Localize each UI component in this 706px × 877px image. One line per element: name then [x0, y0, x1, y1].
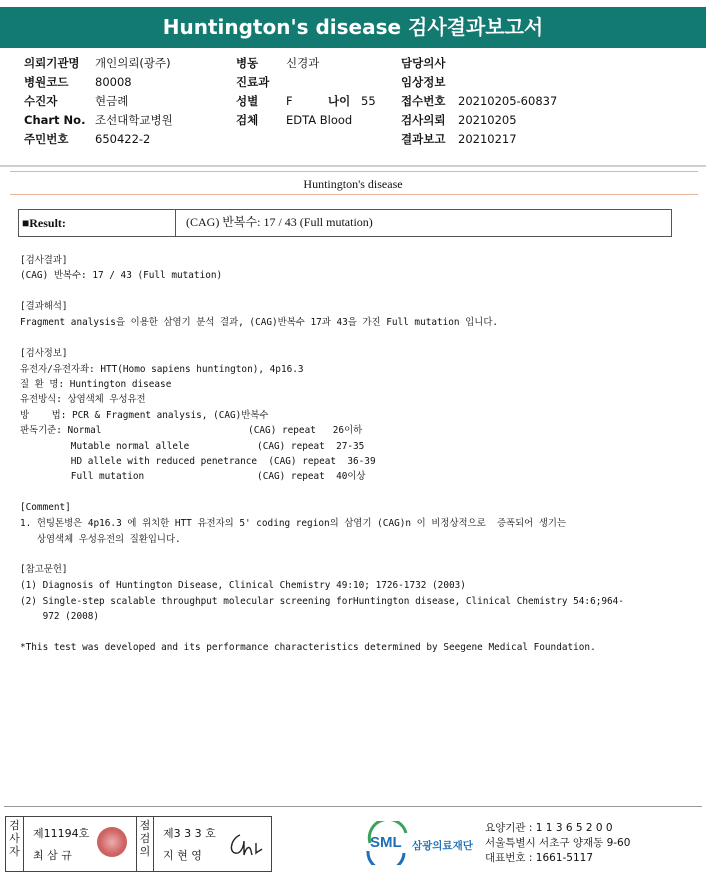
section-rule-bottom	[10, 194, 698, 195]
signature-box	[5, 816, 272, 872]
result-label: ■Result:	[19, 210, 176, 236]
result-value: (CAG) 반복수: 17 / 43 (Full mutation)	[186, 215, 373, 229]
org-name: 삼광의료재단	[412, 840, 473, 852]
seal-stamp-icon	[97, 827, 127, 857]
info-row	[401, 73, 557, 92]
info-row	[24, 73, 173, 92]
info-row	[401, 111, 557, 130]
info-value: 20210205-60837	[458, 94, 558, 108]
report-line: 972 (2008)	[20, 611, 100, 622]
report-line: (2) Single-step scalable throughput molecular screening forHuntington disease, Clinical Chemistry 54:6;964-	[20, 596, 624, 607]
info-value: 650422-2	[95, 132, 151, 146]
info-row	[236, 92, 376, 111]
report-line: 판독기준: Normal (CAG) repeat 26이하	[20, 425, 363, 436]
report-line: [검사결과]	[20, 255, 68, 266]
report-line: [Comment]	[20, 502, 71, 513]
report-line: [검사정보]	[20, 348, 68, 359]
report-line: HD allele with reduced penetrance (CAG) repeat 36-39	[20, 456, 376, 467]
report-line: Mutable normal allele (CAG) repeat 27-35	[20, 441, 365, 452]
org-address: 서울특별시 서초구 양재동 9-60	[485, 837, 631, 849]
header-divider	[0, 165, 706, 167]
org-info	[485, 821, 630, 866]
info-value: 신경과	[286, 56, 320, 70]
info-row	[24, 130, 173, 149]
report-line: (CAG) 반복수: 17 / 43 (Full mutation)	[20, 270, 223, 281]
report-line: Full mutation (CAG) repeat 40이상	[20, 471, 366, 482]
info-row	[401, 54, 557, 73]
patient-info-col3	[401, 54, 557, 149]
inspector-label: 검사자	[6, 817, 24, 871]
info-label: 의뢰기관명	[24, 56, 80, 70]
approver-label: 점검의	[136, 817, 154, 871]
org-phone: 대표번호 : 1661-5117	[485, 852, 594, 864]
info-row	[401, 92, 557, 111]
report-line: 1. 헌팅톤병은 4p16.3 에 위치한 HTT 유전자의 5' coding region의 삼염기 (CAG)n 이 비정상적으로 증폭되어 생기는	[20, 518, 567, 529]
info-label: 수진자	[24, 94, 58, 108]
signature-icon	[226, 829, 266, 861]
report-line: Fragment analysis을 이용한 삼염기 분석 결과, (CAG)반복수 17과 43을 가진 Full mutation 입니다.	[20, 317, 499, 328]
org-code: 요양기관 : 1 1 3 6 5 2 0 0	[485, 822, 613, 834]
info-label: 접수번호	[401, 94, 446, 108]
section-title: Huntington's disease	[303, 177, 403, 191]
approver-number: 제3 3 3 호	[163, 827, 216, 840]
info-value: EDTA Blood	[286, 113, 353, 127]
info-row	[24, 92, 173, 111]
info-row	[401, 130, 557, 149]
info-value: 개인의뢰(광주)	[95, 56, 171, 70]
patient-info-col1	[24, 54, 173, 149]
logo-text: SML	[370, 834, 402, 851]
info-row	[236, 111, 376, 130]
footer	[4, 806, 702, 877]
sml-logo	[366, 821, 476, 869]
approver-name: 지 현 영	[163, 849, 202, 862]
inspector-number: 제11194호	[33, 827, 90, 840]
info-label: 담당의사	[401, 56, 446, 70]
report-line: (1) Diagnosis of Huntington Disease, Clinical Chemistry 49:10; 1726-1732 (2003)	[20, 580, 466, 591]
report-line: 유전방식: 상염색체 우성유전	[20, 394, 146, 405]
patient-info-col2	[236, 54, 376, 130]
info-value: F	[286, 94, 293, 108]
info-label: 검체	[236, 113, 259, 127]
info-label: 병동	[236, 56, 259, 70]
info-row	[236, 73, 376, 92]
info-value: 현금례	[95, 94, 129, 108]
report-line: 방 법: PCR & Fragment analysis, (CAG)반복수	[20, 410, 269, 421]
report-line: 질 환 명: Huntington disease	[20, 379, 172, 390]
info-label: 나이	[328, 94, 351, 108]
info-value: 조선대학교병원	[95, 113, 173, 127]
report-line: 유전자/유전자좌: HTT(Homo sapiens huntington), 4p16.3	[20, 364, 304, 375]
info-label: 주민번호	[24, 132, 69, 146]
report-title: Huntington's disease 검사결과보고서	[0, 7, 706, 48]
info-value: 80008	[95, 75, 132, 89]
info-label: 진료과	[236, 75, 270, 89]
info-label: 검사의뢰	[401, 113, 446, 127]
info-row	[236, 54, 376, 73]
report-line: [참고문헌]	[20, 564, 68, 575]
info-value: 20210205	[458, 113, 517, 127]
section-rule-top	[10, 171, 698, 172]
info-value: 20210217	[458, 132, 517, 146]
info-label: 결과보고	[401, 132, 446, 146]
info-label: 임상정보	[401, 75, 446, 89]
info-label: 병원코드	[24, 75, 69, 89]
info-label: Chart No.	[24, 113, 86, 127]
info-row	[24, 54, 173, 73]
inspector-name: 최 삼 규	[33, 849, 72, 862]
report-line: [결과해석]	[20, 301, 68, 312]
result-box	[18, 209, 672, 237]
report-line: 상염색체 우성유전의 질환입니다.	[20, 534, 181, 545]
info-label: 성별	[236, 94, 259, 108]
info-value: 55	[361, 94, 376, 108]
info-row	[24, 111, 173, 130]
report-line: *This test was developed and its performance characteristics determined by Seegene Medical Foundation.	[20, 642, 596, 653]
